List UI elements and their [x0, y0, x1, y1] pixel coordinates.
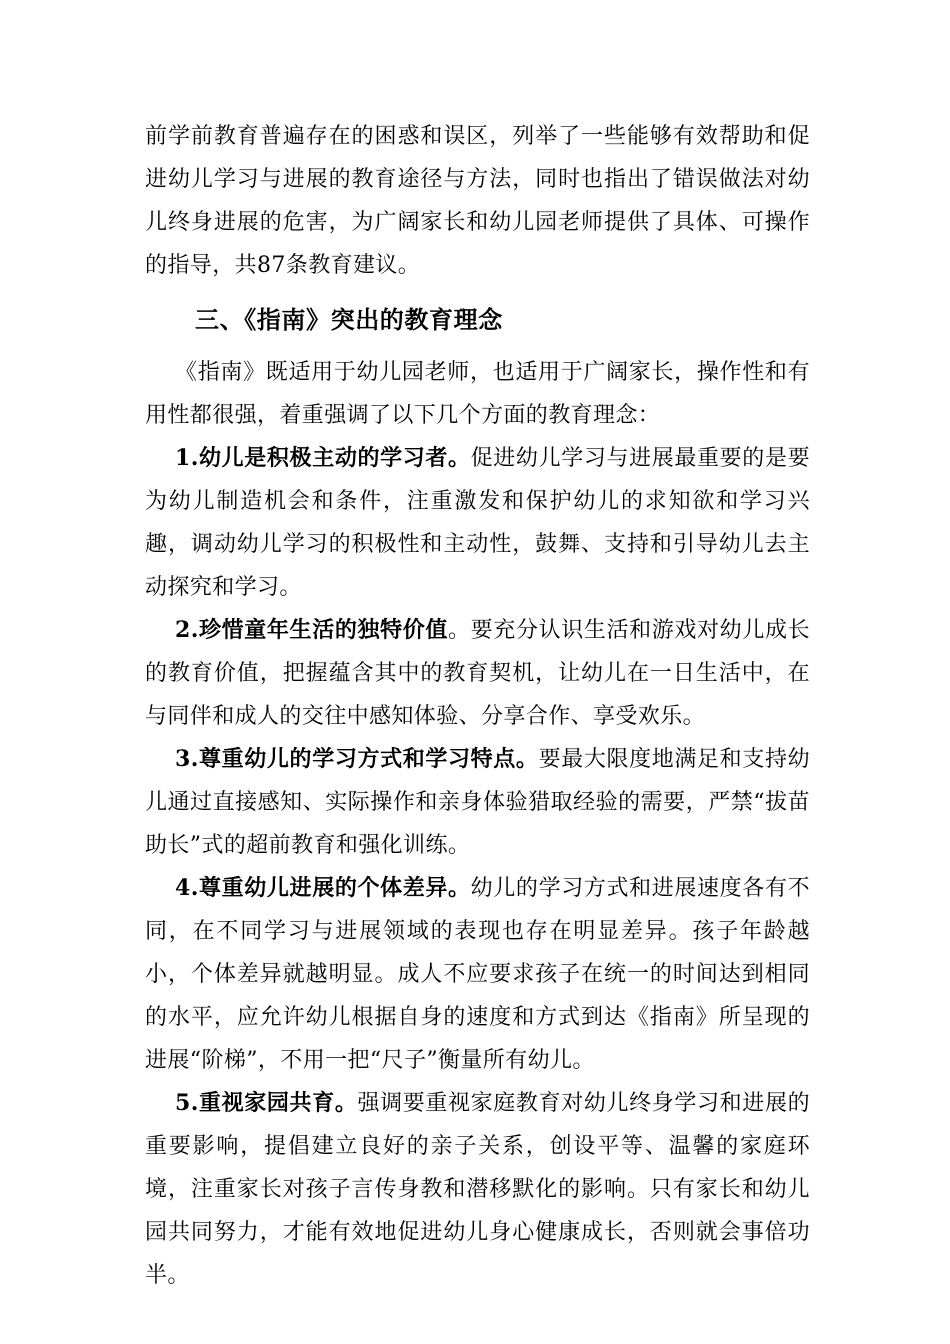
principle-body: 促进幼儿学习与进展最重要的是要为幼儿制造机会和条件，注重激发和保护幼儿的求知欲和学习兴趣，调动幼儿学习的积极性和主动性，鼓舞、支持和引导幼儿去主动探究和学习。: [145, 446, 810, 600]
principle-body: 。要充分认识生活和游戏对幼儿成长的教育价值，把握蕴含其中的教育契机，让幼儿在一日生活中，在与同伴和成人的交往中感知体验、分享合作、享受欢乐。: [145, 618, 811, 729]
principle-title: 1.幼儿是积极主动的学习者。: [175, 445, 471, 471]
document-body: [145, 115, 810, 1297]
section-intro-paragraph: 《指南》既适用于幼儿园老师，也适用于广阔家长，操作性和有用性都很强，着重强调了以下几个方面的教育理念：: [145, 360, 810, 428]
principle-item-3: [145, 738, 810, 867]
principle-title: 2.珍惜童年生活的独特价值: [175, 617, 449, 643]
principle-item-2: [145, 609, 810, 738]
principle-body: 幼儿的学习方式和进展速度各有不同，在不同学习与进展领域的表现也存在明显差异。孩子年龄越小，个体差异就越明显。成人不应要求孩子在统一的时间达到相同的水平，应允许幼儿根据自身的速度和方式到达《指南》所呈现的进展“阶梯”，不用一把“尺子”衡量所有幼儿。: [145, 876, 810, 1073]
principle-item-1: [145, 437, 810, 609]
intro-paragraph: 前学前教育普遍存在的困惑和误区，列举了一些能够有效帮助和促进幼儿学习与进展的教育途径与方法，同时也指出了错误做法对幼儿终身进展的危害，为广阔家长和幼儿园老师提供了具体、可操作的指导，共87条教育建议。: [145, 124, 810, 278]
principle-body: 强调要重视家庭教育对幼儿终身学习和进展的重要影响，提倡建立良好的亲子关系，创设平等、温馨的家庭环境，注重家长对孩子言传身教和潜移默化的影响。只有家长和幼儿园共同努力，才能有效地促进幼儿身心健康成长，否则就会事倍功半。: [145, 1091, 810, 1288]
principle-title: 3.尊重幼儿的学习方式和学习特点。: [175, 746, 539, 772]
principle-body: 要最大限度地满足和支持幼儿通过直接感知、实际操作和亲身体验猎取经验的需要，严禁“拔苗助长”式的超前教育和强化训练。: [145, 747, 810, 858]
principle-item-4: [145, 867, 810, 1082]
principle-title: 5.重视家园共育。: [175, 1090, 358, 1116]
section-heading: 三、《指南》突出的教育理念: [195, 305, 503, 334]
principle-item-5: [145, 1082, 810, 1297]
principle-title: 4.尊重幼儿进展的个体差异。: [175, 875, 471, 901]
